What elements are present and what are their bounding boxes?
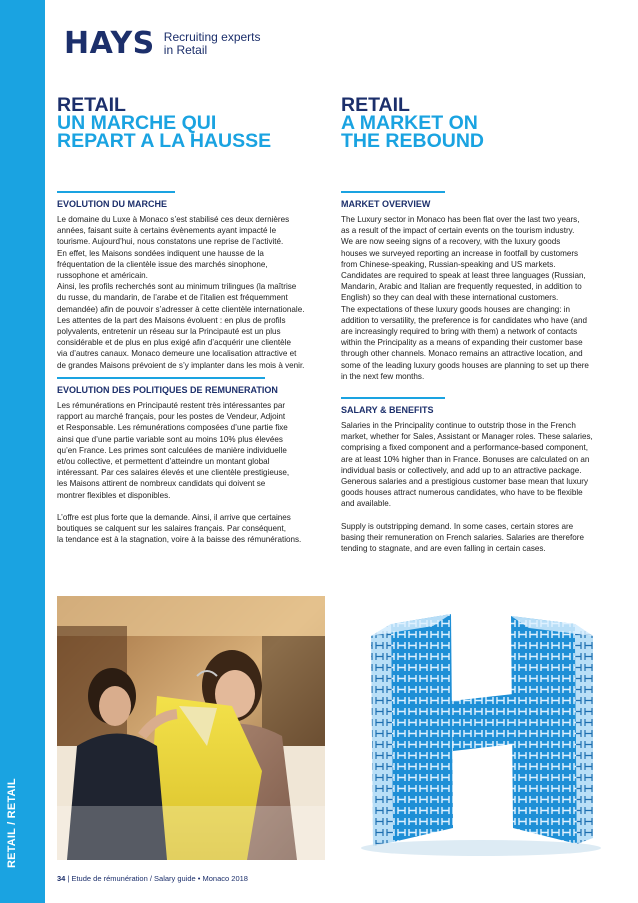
en-salary-title: SALARY & BENEFITS bbox=[341, 405, 434, 415]
fr-title: RETAIL bbox=[57, 94, 126, 116]
section-rule bbox=[341, 191, 445, 193]
text-line: fréquentation de la clientèle issue des marchés sinophone, bbox=[57, 259, 268, 269]
text-line: Mandarin, Arabic and Italian are frequently requested, in addition to bbox=[341, 282, 582, 292]
text-line: polyvalents, entretenir un réseau sur la Principauté est un plus bbox=[57, 327, 281, 337]
text-line: goods houses attract numerous candidates, who have to be flexible bbox=[341, 488, 583, 498]
text-line: from Chinese-speaking, Russian-speaking and US markets. bbox=[341, 259, 556, 269]
boutique-photo-illustration bbox=[57, 596, 325, 860]
fr-subtitle-line1: UN MARCHE QUI bbox=[57, 112, 217, 134]
side-section-label: RETAIL / RETAIL bbox=[6, 778, 18, 868]
text-line: individual basis or collectively, and add up to an attractive package. bbox=[341, 465, 582, 475]
text-line: la tendance est à la stagnation, voire à la baisse des rémunérations. bbox=[57, 535, 302, 545]
en-subtitle-line1: A MARKET ON bbox=[341, 112, 478, 134]
text-line: Les rémunérations en Principauté restent très intéressantes par bbox=[57, 401, 286, 410]
footer-text: Etude de rémunération / Salary guide • Monaco 2018 bbox=[71, 874, 248, 883]
text-line: Salaries in the Principality continue to outstrip those in the French bbox=[341, 421, 576, 430]
page-number: 34 bbox=[57, 874, 66, 883]
text-line: Les attentes de la part des Maisons évoluent : en plus de profils bbox=[57, 315, 286, 325]
text-line: En effet, les Maisons sondées indiquent une hausse de la bbox=[57, 248, 264, 258]
text-line: et Responsable. Les rémunérations composées d’une partie fixe bbox=[57, 423, 288, 433]
logo-tagline-line2: in Retail bbox=[163, 43, 208, 57]
section-rule bbox=[57, 191, 175, 193]
text-line: are at least 10% higher than in France. Bonuses are calculated on an bbox=[341, 454, 590, 464]
en-subtitle-line2: THE REBOUND bbox=[341, 130, 485, 152]
logo-tagline-line1: Recruiting experts bbox=[163, 30, 261, 44]
en-market-title: MARKET OVERVIEW bbox=[341, 199, 431, 209]
text-line: The expectations of these luxury goods houses are changing: in bbox=[341, 304, 571, 314]
text-line: and available. bbox=[341, 499, 391, 509]
fr-market-section bbox=[57, 191, 327, 371]
text-line: considérable et de plus en plus exigé afin d’acquérir une clientèle bbox=[57, 338, 291, 348]
hays-logo bbox=[64, 26, 261, 61]
text-line: intéressant. Par ces salaires élevés et une clientèle prestigieuse, bbox=[57, 468, 290, 478]
text-line: rapport au marché français, pour les postes de Vendeur, Adjoint bbox=[57, 412, 286, 422]
logo-tagline bbox=[164, 31, 261, 57]
fr-market-text bbox=[57, 214, 327, 371]
text-line: as a result of the impact of certain events on the tourism industry. bbox=[341, 226, 575, 236]
boutique-photo bbox=[57, 596, 325, 860]
text-line: demandée) afin de pouvoir s’adresser à cette clientèle internationale. bbox=[57, 304, 305, 314]
en-salary-text bbox=[341, 420, 613, 510]
text-line: qu’en France. Les primes sont calculées de manière individuelle bbox=[57, 445, 287, 455]
page-footer bbox=[57, 874, 248, 883]
en-market-text bbox=[341, 214, 613, 382]
text-line: Supply is outstripping demand. In some cases, certain stores are bbox=[341, 521, 574, 531]
text-line: The Luxury sector in Monaco has been flat over the last two years, bbox=[341, 215, 580, 224]
fr-market-title: EVOLUTION DU MARCHE bbox=[57, 199, 167, 209]
text-line: Le domaine du Luxe à Monaco s’est stabilisé ces deux dernières bbox=[57, 215, 290, 224]
hays-h-photo bbox=[341, 596, 609, 860]
text-line: les Maisons attirent de nombreux candidats qui doivent se bbox=[57, 479, 266, 489]
text-line: houses we surveyed reporting an increase in footfall by customers bbox=[341, 248, 579, 258]
text-line: basing their remuneration on French salaries. Salaries are therefore bbox=[341, 532, 584, 542]
text-line: through other channels. Monaco remains an attractive location, and bbox=[341, 349, 583, 359]
en-title: RETAIL bbox=[341, 94, 410, 116]
section-rule bbox=[341, 397, 445, 399]
fr-salary-section bbox=[57, 377, 327, 545]
en-salary-section bbox=[341, 397, 613, 554]
text-line: ainsi que d’une partie variable sont au moins 10% plus élevées bbox=[57, 434, 283, 444]
fr-heading bbox=[57, 96, 327, 150]
text-line: boutiques se calquent sur les salaires français. Par conséquent, bbox=[57, 524, 287, 534]
footer-separator: | bbox=[65, 874, 72, 883]
text-line: in the next few months. bbox=[341, 371, 425, 381]
fr-salary-text-2 bbox=[57, 512, 327, 546]
french-column bbox=[57, 94, 327, 545]
text-line: russophone et américain. bbox=[57, 271, 148, 281]
text-line: et/ou collective, et permettent d’atteindre un montant global bbox=[57, 457, 270, 467]
text-line: market, whether for Sales, Assistant or Manager roles. These salaries, bbox=[341, 432, 593, 442]
text-line: années, faisant suite à certains évènements ayant impacté le bbox=[57, 226, 277, 236]
text-line: within the Principality as a means of expanding their customer base bbox=[341, 338, 583, 348]
text-line: tending to stagnate, and are even falling in certain cases. bbox=[341, 544, 546, 554]
logo-word: HAYS bbox=[64, 26, 155, 61]
text-line: English) so they can deal with these international customers. bbox=[341, 293, 559, 303]
english-column bbox=[341, 94, 611, 554]
en-salary-text-2 bbox=[341, 521, 613, 555]
text-line: Ainsi, les profils recherchés sont au minimum trilingues (la maîtrise bbox=[57, 282, 297, 292]
section-rule bbox=[57, 377, 265, 379]
text-line: du russe, du mandarin, de l’arabe et de l’italien est fréquemment bbox=[57, 293, 288, 303]
text-line: de grandes Maisons prévoient de s’y implanter dans les mois à venir. bbox=[57, 360, 305, 370]
fr-salary-title: EVOLUTION DES POLITIQUES DE REMUNERATION bbox=[57, 385, 278, 395]
text-line: some of the leading luxury goods houses are planning to set up there bbox=[341, 360, 589, 370]
text-line: Candidates are required to speak at least three languages (Russian, bbox=[341, 271, 586, 281]
text-line: L’offre est plus forte que la demande. Ainsi, il arrive que certaines bbox=[57, 512, 291, 522]
en-market-section bbox=[341, 191, 613, 382]
text-line: montrer flexibles et disponibles. bbox=[57, 490, 171, 500]
fr-salary-text bbox=[57, 400, 327, 501]
fr-subtitle-line2: REPART A LA HAUSSE bbox=[57, 130, 272, 152]
text-line: tourisme. Aujourd’hui, nous constatons une reprise de l’activité. bbox=[57, 237, 284, 247]
text-line: are increasingly required to bring with them) a network of contacts bbox=[341, 327, 578, 337]
side-bar bbox=[0, 0, 45, 903]
text-line: comprising a fixed component and a performance-based component, bbox=[341, 443, 589, 453]
en-heading bbox=[341, 96, 611, 150]
hays-h-illustration bbox=[341, 596, 609, 860]
text-line: addition to versatility, the preference is for candidates who have (and bbox=[341, 315, 587, 325]
text-line: We are now seeing signs of a recovery, with the luxury goods bbox=[341, 237, 561, 247]
text-line: via d’autres canaux. Monaco demeure une localisation attractive et bbox=[57, 349, 297, 359]
text-line: Generous salaries and a prestigious customer base mean that luxury bbox=[341, 477, 588, 487]
